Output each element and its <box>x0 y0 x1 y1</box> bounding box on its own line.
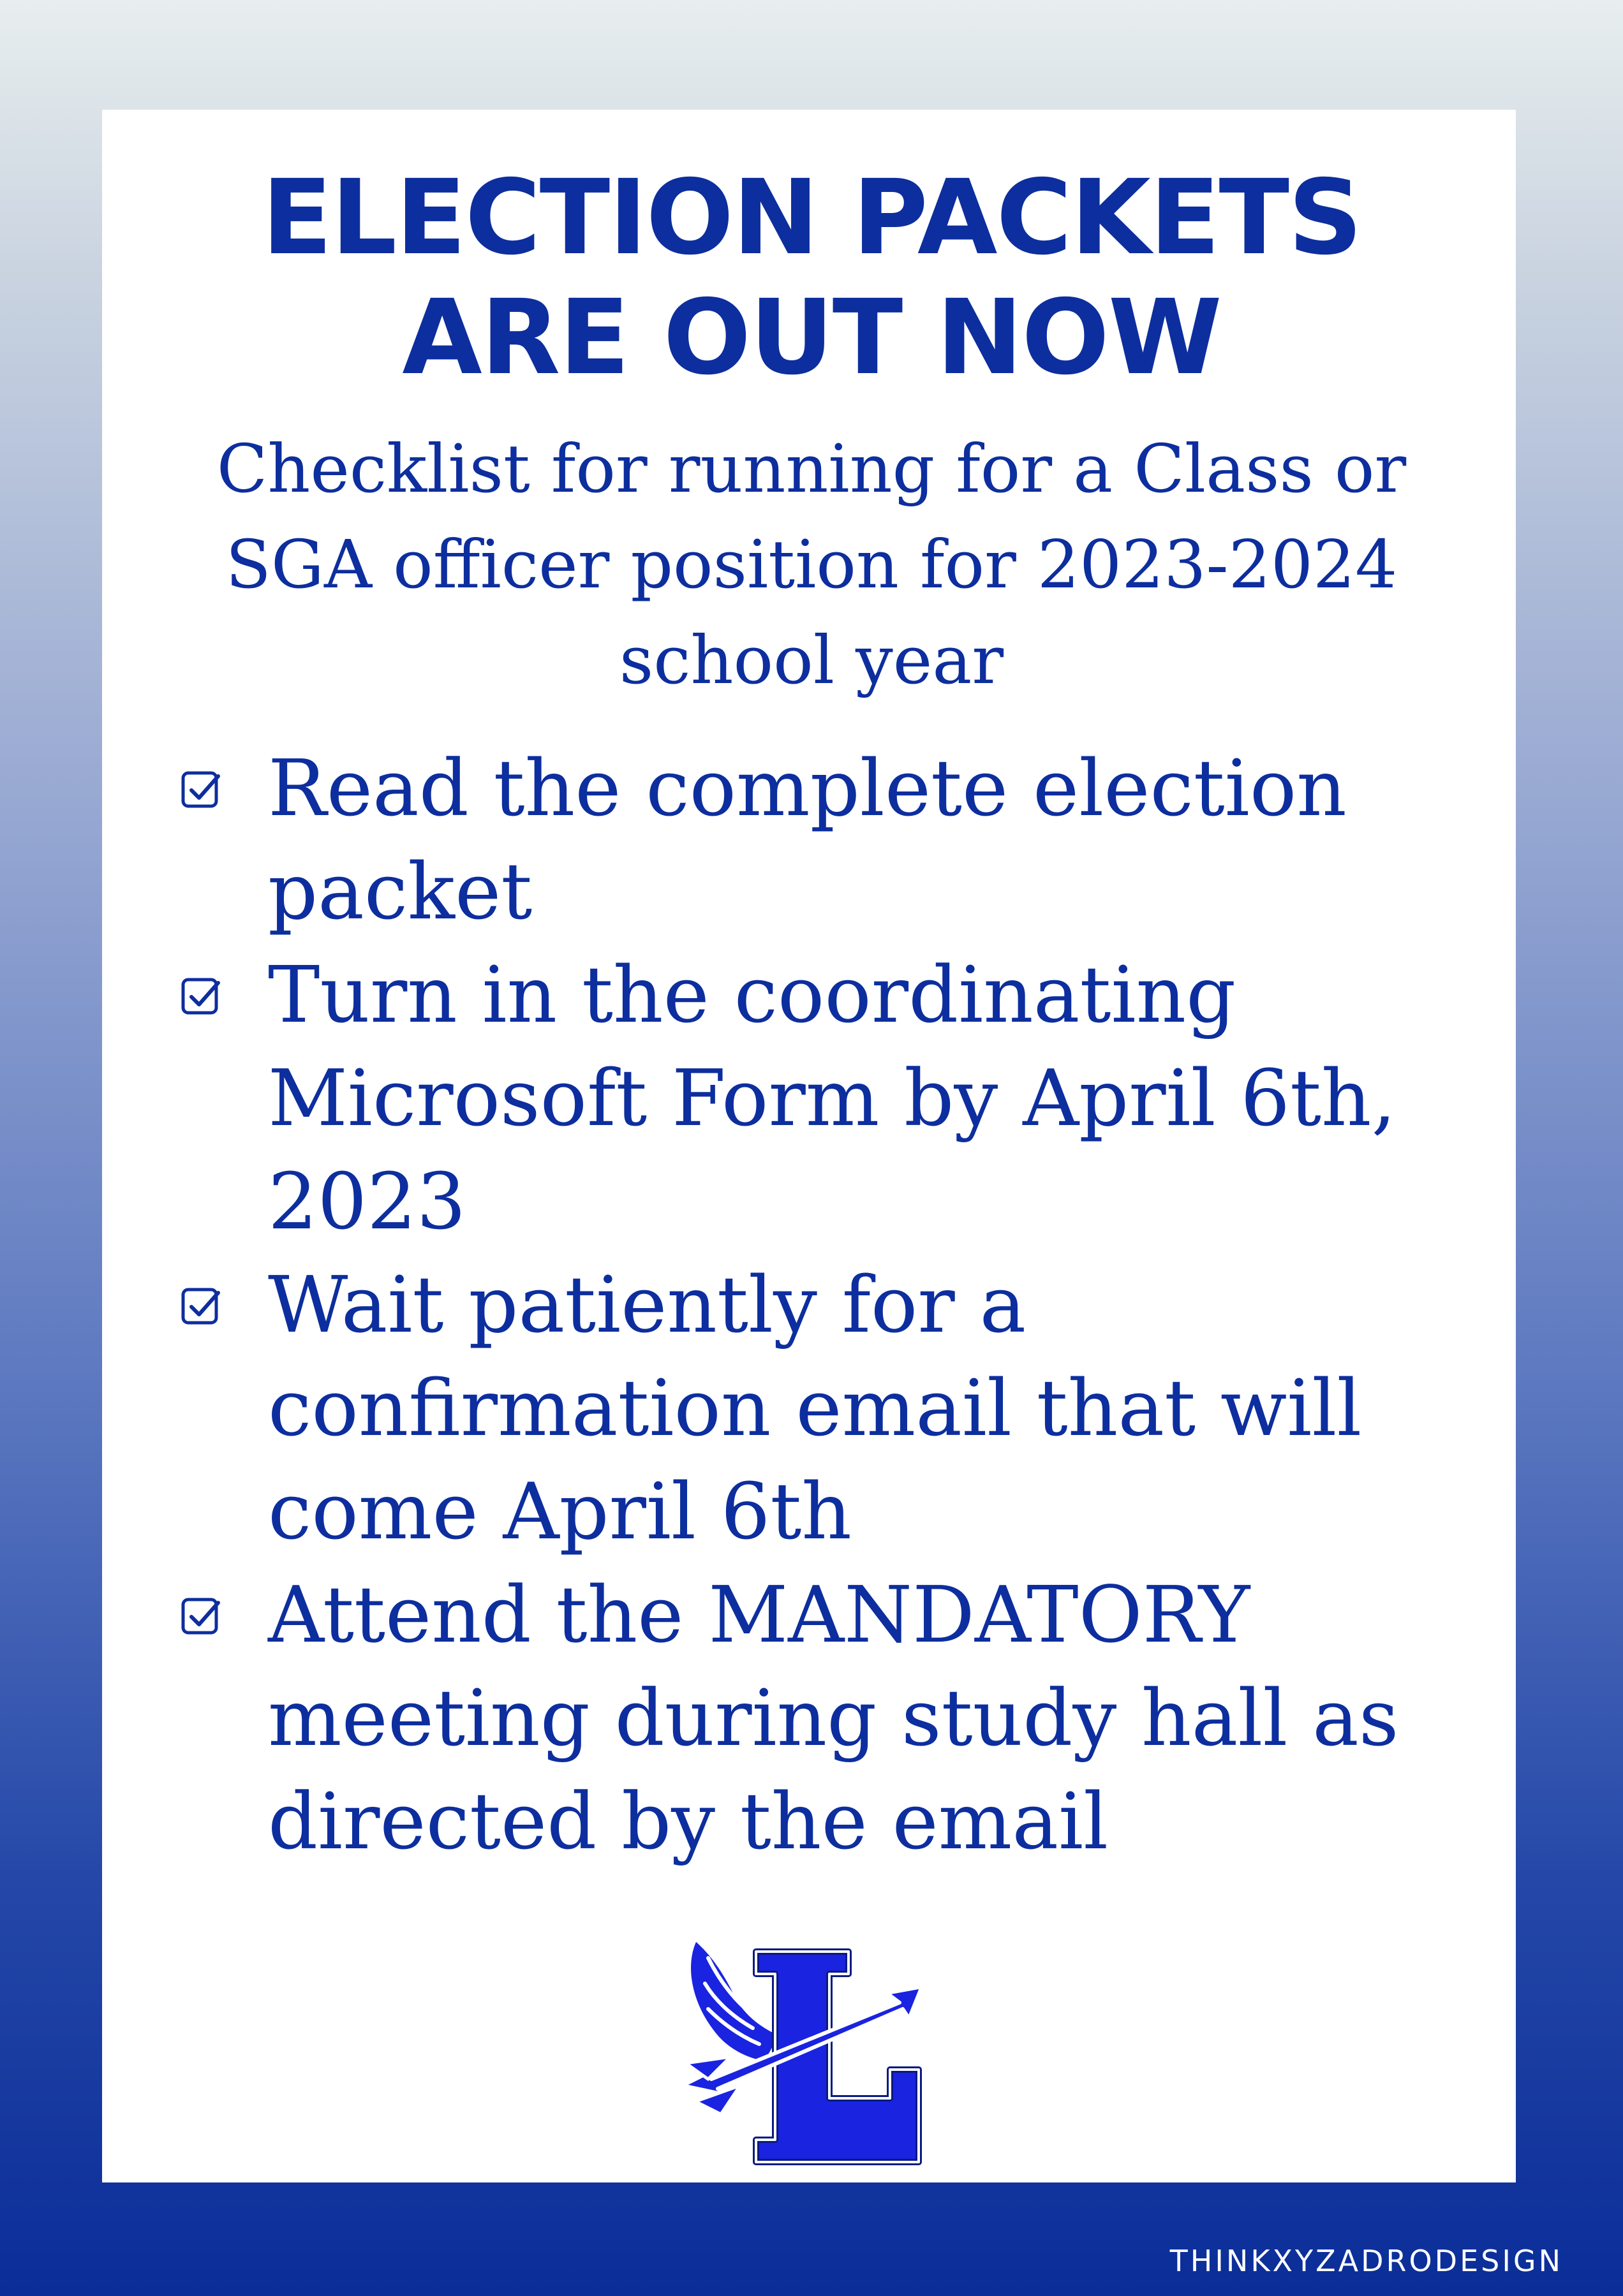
checklist-item-text: Turn in the coordinating <box>268 950 1236 1040</box>
checkbox-icon <box>180 1596 222 1638</box>
headline-line-1: ELECTION PACKETS <box>262 158 1361 278</box>
headline <box>0 158 1623 398</box>
designer-credit: THINKXYZADRODESIGN <box>1169 2244 1563 2278</box>
checklist-item <box>172 1563 1448 1873</box>
subheading-line-2: SGA officer position for 2023-2024 <box>225 526 1398 603</box>
checkbox-icon <box>180 976 222 1019</box>
subheading <box>0 421 1623 708</box>
checklist-item-text: Microsoft Form by April 6th, <box>268 1053 1397 1144</box>
checklist <box>172 737 1448 1873</box>
checklist-item <box>172 943 1448 1253</box>
checklist-item-text: Read the complete election <box>268 743 1347 834</box>
checklist-item-text: 2023 <box>268 1156 466 1247</box>
checklist-item-text: confirmation email that will <box>268 1363 1362 1453</box>
headline-line-2: ARE OUT NOW <box>402 278 1221 398</box>
checklist-item <box>172 1253 1448 1563</box>
checklist-item-text: Attend the MANDATORY <box>268 1570 1250 1660</box>
checkbox-icon <box>180 770 222 812</box>
subheading-line-1: Checklist for running for a Class or <box>216 430 1407 508</box>
checklist-item-text: meeting during study hall as <box>268 1673 1399 1763</box>
checkbox-icon <box>180 1286 222 1328</box>
checklist-item <box>172 737 1448 943</box>
checklist-item-text: come April 6th <box>268 1466 852 1557</box>
checklist-item-text: Wait patiently for a <box>268 1260 1026 1350</box>
subheading-line-3: school year <box>619 621 1004 699</box>
checklist-item-text: directed by the email <box>268 1776 1109 1867</box>
eagle-l-logo-icon <box>670 1926 938 2168</box>
checklist-item-text: packet <box>268 846 533 937</box>
